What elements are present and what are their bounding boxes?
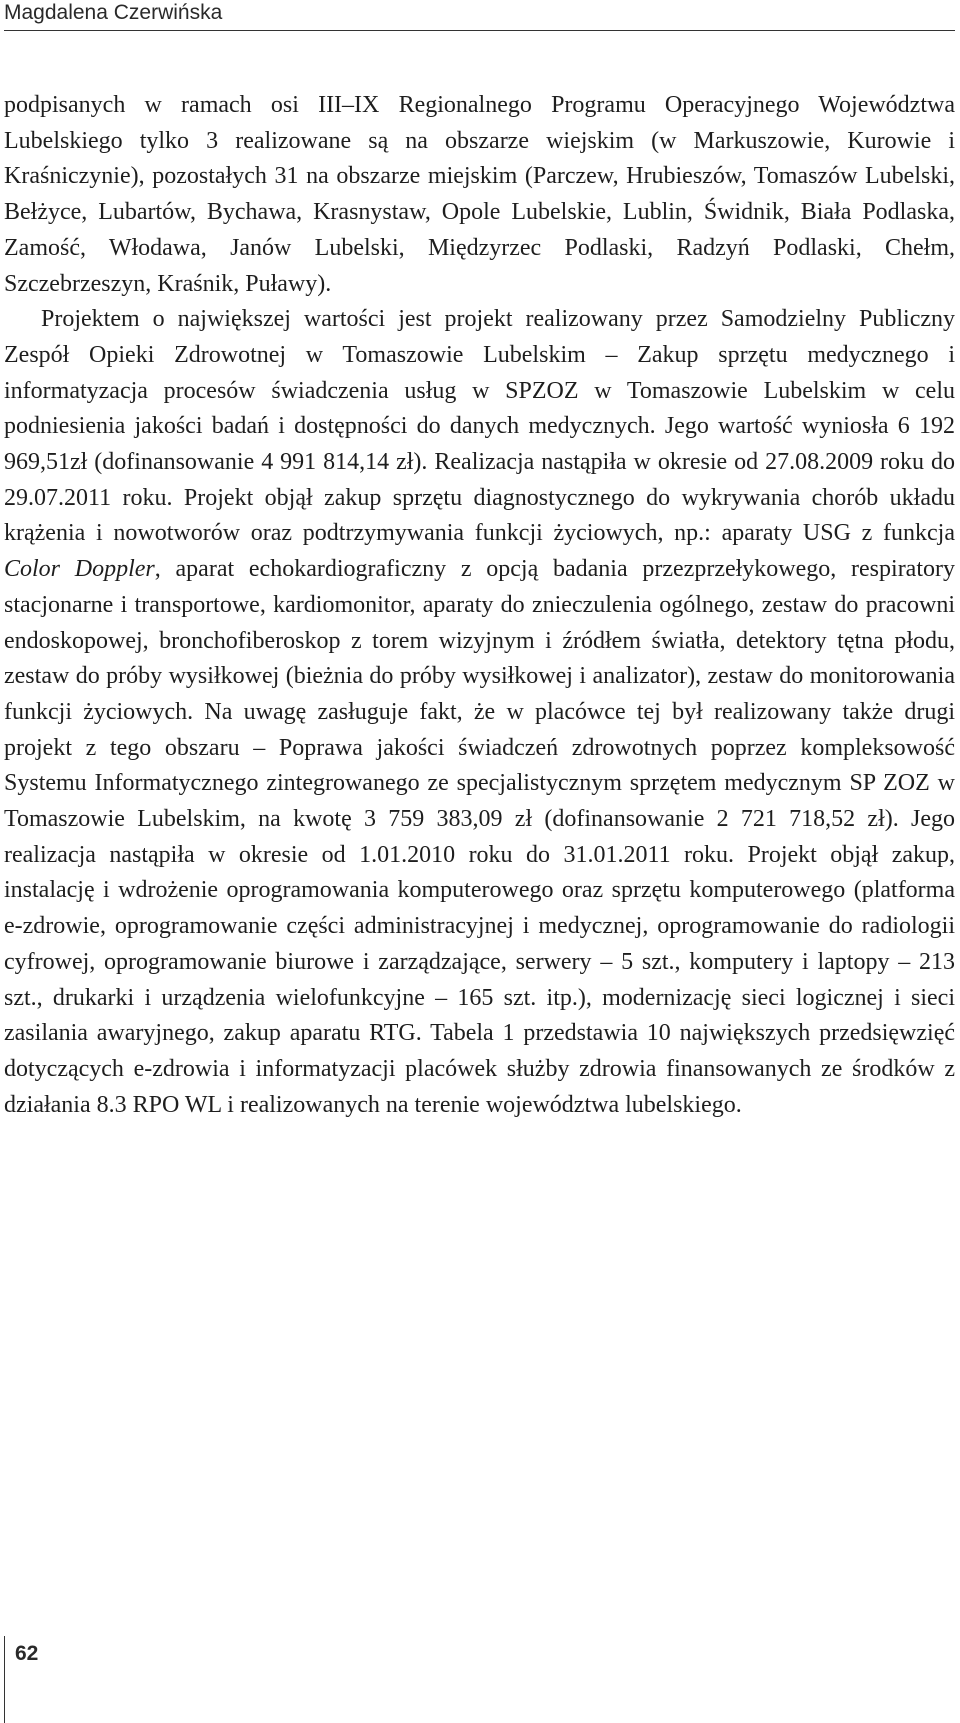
page-number: 62 [15,1642,39,1665]
paragraph-2-italic-term: Color Doppler [4,556,155,583]
paragraph-2-part-1: Projektem o największej wartości jest projekt realizowany przez Samodzielny Publiczny Zespół Opieki Zdrowotnej w Tomaszowie Lubelskim – Zakup sprzętu medycznego i informatyzacja procesów świadczenia usług w SPZOZ w Tomaszowie Lubelskim w celu podniesienia jakości badań i dostępności do danych medycznych. Jego wartość wyniosła 6 192 969,51zł (dofinansowanie 4 991 814,14 zł). Realizacja nastąpiła w okresie od 27.08.2009 roku do 29.07.2011 roku. Projekt objął zakup sprzętu diagnostycznego do wykrywania chorób układu krążenia i nowotworów oraz podtrzymywania funkcji życiowych, np.: aparaty USG z funkcja [4,306,955,547]
paragraph-2-part-2: , aparat echokardiograficzny z opcją badania przezprzełykowego, respiratory stacjonarne i transportowe, kardiomonitor, aparaty do znieczulenia ogólnego, zestaw do pracowni endoskopowej, bronchofiberoskop z torem wizyjnym i źródłem światła, detektory tętna płodu, zestaw do próby wysiłkowej (bieżnia do próby wysiłkowej i analizator), zestaw do monitorowania funkcji życiowych. Na uwagę zasługuje fakt, że w placówce tej był realizowany także drugi projekt z tego obszaru – Poprawa jakości świadczeń zdrowotnych poprzez kompleksowość Systemu Informatycznego zintegrowanego ze specjalistycznym sprzętem medycznym SP ZOZ w Tomaszowie Lubelskim, na kwotę 3 759 383,09 zł (dofinansowanie 2 721 718,52 zł). Jego realizacja nastąpiła w okresie od 1.01.2010 roku do 31.01.2011 roku. Projekt objął zakup, instalację i wdrożenie oprogramowania komputerowego oraz sprzętu komputerowego (platforma e-zdrowie, oprogramowanie części administracyjnej i medycznej, oprogramowanie do radiologii cyfrowej, oprogramowanie biurowe i zarządzające, serwery – 5 szt., komputery i laptopy – 213 szt., drukarki i urządzenia wielofunkcyjne – 165 szt. itp.), modernizację sieci logicznej i sieci zasilania awaryjnego, zakup aparatu RTG. Tabela 1 przedstawia 10 największych przedsięwzięć dotyczących e-zdrowia i informatyzacji placówek służby zdrowia finansowanych ze środków z działania 8.3 RPO WL i realizowanych na terenie województwa lubelskiego. [4,556,955,1118]
author-name: Magdalena Czerwińska [4,1,223,24]
page-number-block [4,1636,38,1723]
running-head [4,0,955,31]
paragraph-2 [4,302,955,1123]
paragraph-1: podpisanych w ramach osi III–IX Regionalnego Programu Operacyjnego Województwa Lubelskiego tylko 3 realizowane są na obszarze wiejskim (w Markuszowie, Kurowie i Kraśniczynie), pozostałych 31 na obszarze miejskim (Parczew, Hrubieszów, Tomaszów Lubelski, Bełżyce, Lubartów, Bychawa, Krasnystaw, Opole Lubelskie, Lublin, Świdnik, Biała Podlaska, Zamość, Włodawa, Janów Lubelski, Międzyrzec Podlaski, Radzyń Podlaski, Chełm, Szczebrzeszyn, Kraśnik, Puławy). [4,92,955,297]
body-text [4,88,955,1123]
